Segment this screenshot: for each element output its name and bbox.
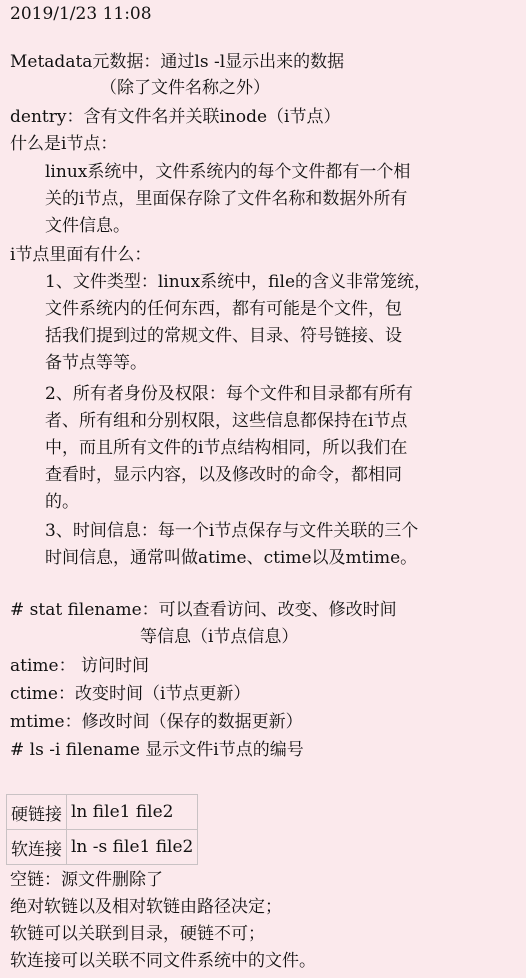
table-row [7, 795, 198, 830]
item1-line: 1、文件类型：linux系统中，file的含义非常笼统， [45, 272, 432, 292]
metadata-line-2: （除了文件名称之外） [100, 78, 270, 98]
item2-line: 2、所有者身份及权限：每个文件和目录都有所有 [45, 384, 413, 404]
ls-i-line: # ls -i filename 显示文件i节点的编号 [10, 740, 304, 760]
item1-line: 括我们提到过的常规文件、目录、符号链接、设 [45, 326, 402, 346]
soft-link-label: 软连接 [7, 830, 67, 865]
note-line: 软链可以关联到目录，硬链不可； [10, 924, 265, 944]
links-table [6, 794, 198, 865]
mtime-line: mtime：修改时间（保存的数据更新） [10, 712, 303, 732]
note-line: 软连接可以关联不同文件系统中的文件。 [10, 951, 316, 971]
item2-line: 的。 [45, 492, 79, 512]
item2-line: 查看时，显示内容，以及修改时的命令，都相同 [45, 465, 402, 485]
ctime-line: ctime：改变时间（i节点更新） [10, 684, 251, 704]
what-is-inode-heading: 什么是i节点： [10, 134, 118, 154]
item3-line: 时间信息，通常叫做atime、ctime以及mtime。 [45, 548, 418, 568]
metadata-line-1: Metadata元数据：通过ls -l显示出来的数据 [10, 52, 345, 72]
inode-body-line: 关的i节点，里面保存除了文件名称和数据外所有 [45, 189, 408, 209]
soft-link-command: ln -s file1 file2 [67, 830, 198, 865]
inode-body-line: linux系统中，文件系统内的每个文件都有一个相 [45, 162, 411, 182]
timestamp: 2019/1/23 11:08 [10, 4, 152, 24]
item2-line: 者、所有组和分别权限，这些信息都保持在i节点 [45, 411, 408, 431]
stat-line-2: 等信息（i节点信息） [140, 627, 299, 647]
hard-link-command: ln file1 file2 [67, 795, 198, 830]
hard-link-label: 硬链接 [7, 795, 67, 830]
inode-body-line: 文件信息。 [45, 216, 130, 236]
inode-contents-heading: i节点里面有什么： [10, 245, 152, 265]
dentry-line: dentry：含有文件名并关联inode（i节点） [10, 107, 341, 127]
item2-line: 中，而且所有文件的i节点结构相同，所以我们在 [45, 438, 408, 458]
note-line: 空链：源文件删除了 [10, 870, 163, 890]
stat-line-1: # stat filename：可以查看访问、改变、修改时间 [10, 600, 397, 620]
item3-line: 3、时间信息：每一个i节点保存与文件关联的三个 [45, 521, 419, 541]
item1-line: 备节点等等。 [45, 353, 147, 373]
note-line: 绝对软链以及相对软链由路径决定； [10, 897, 282, 917]
item1-line: 文件系统内的任何东西，都有可能是个文件，包 [45, 299, 402, 319]
atime-line: atime： 访问时间 [10, 656, 149, 676]
table-row [7, 830, 198, 865]
